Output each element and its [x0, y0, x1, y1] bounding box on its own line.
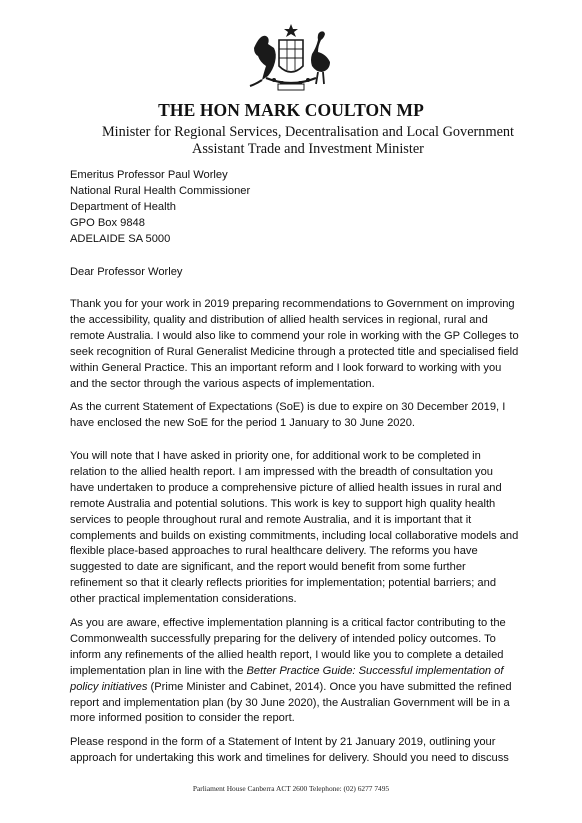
paragraph-line: suggested to date are significant, and the report would benefit from some further: [70, 561, 466, 574]
address-line: National Rural Health Commissioner: [70, 184, 251, 197]
paragraph: [70, 735, 532, 767]
paragraph: [70, 449, 532, 608]
address-line: Department of Health: [70, 200, 176, 213]
paragraph: [70, 616, 532, 727]
paragraph-line: have enclosed the new SoE for the period 1 January to 30 June 2020.: [70, 416, 415, 429]
paragraph-text: implementation plan in line with the: [70, 664, 247, 677]
paragraph: [70, 400, 532, 432]
paragraph-line: report and implementation plan (by 30 June 2020), the Australian Government will be in a: [70, 696, 510, 709]
salutation: Dear Professor Worley: [70, 266, 183, 278]
paragraph-line: and the sector through the various aspects of implementation.: [70, 377, 375, 390]
paragraph-line: [70, 664, 532, 680]
address-line: GPO Box 9848: [70, 216, 145, 229]
paragraph-line: inform any refinements of the allied health report, I would like you to complete a detailed: [70, 648, 504, 661]
coat-of-arms-crest: [246, 22, 336, 92]
paragraph-line: Commonwealth successfully preparing for the delivery of intended policy outcomes. To: [70, 632, 496, 645]
paragraph: [70, 297, 532, 392]
minister-name: THE HON MARK COULTON MP: [158, 100, 424, 120]
recipient-address: [70, 168, 532, 248]
paragraph-line: remote Australia and potential solutions. This work is key to support high quality health: [70, 497, 496, 510]
paragraph-line: services to people throughout rural and remote Australia, and it is important that it: [70, 513, 472, 526]
paragraph-line: approach for undertaking this work and timelines for delivery. Should you need to discuss: [70, 751, 509, 764]
paragraph-line: remote Australia. I would also like to commend your role in working with the GP Colleges to: [70, 329, 519, 342]
footer-address: Parliament House Canberra ACT 2600 Telephone: (02) 6277 7495: [192, 784, 390, 793]
paragraph-line: more informed position to consider the report.: [70, 712, 295, 725]
paragraph-line: within General Practice. This an important reform and I look forward to working with you: [70, 361, 502, 374]
paragraph-line: relation to the allied health report. I am impressed with the breadth of consultation you: [70, 465, 493, 478]
minister-title: Minister for Regional Services, Decentralisation and Local Government: [101, 124, 515, 140]
paragraph-line: Please respond in the form of a Statement of Intent by 21 January 2019, outlining your: [70, 736, 496, 748]
address-line: Emeritus Professor Paul Worley: [70, 169, 228, 181]
publication-title: policy initiatives: [70, 680, 148, 693]
publication-title: Better Practice Guide: Successful implementation of: [246, 664, 504, 677]
paragraph-text: (Prime Minister and Cabinet, 2014). Once you have submitted the refined: [147, 680, 512, 693]
paragraph-line: complements and builds on existing commitments, including local collaborative models and: [70, 529, 519, 542]
paragraph-line: As you are aware, effective implementation planning is a critical factor contributing to the: [70, 617, 506, 629]
minister-title-secondary: Assistant Trade and Investment Minister: [192, 141, 424, 157]
paragraph-line: have undertaken to produce a comprehensive picture of allied health issues in rural and: [70, 481, 502, 494]
paragraph-line: the accessibility, quality and distribution of allied health services in regional, rural and: [70, 313, 488, 326]
address-line: ADELAIDE SA 5000: [70, 232, 171, 245]
paragraph-line: flexible place-based approaches to rural healthcare delivery. The reforms you have: [70, 545, 478, 558]
paragraph-line: You will note that I have asked in priority one, for additional work to be completed in: [70, 450, 481, 462]
paragraph-line: seek recognition of Rural Generalist Medicine through a protected title and specialised field: [70, 345, 519, 358]
paragraph-line: Thank you for your work in 2019 preparing recommendations to Government on improving: [70, 298, 515, 310]
paragraph-line: refinement so that it clearly reflects priorities for implementation; potential barriers; and: [70, 577, 497, 590]
paragraph-line: As the current Statement of Expectations (SoE) is due to expire on 30 December 2019, I: [70, 401, 506, 413]
paragraph-line: [70, 680, 532, 696]
paragraph-line: other practical implementation considerations.: [70, 593, 297, 606]
